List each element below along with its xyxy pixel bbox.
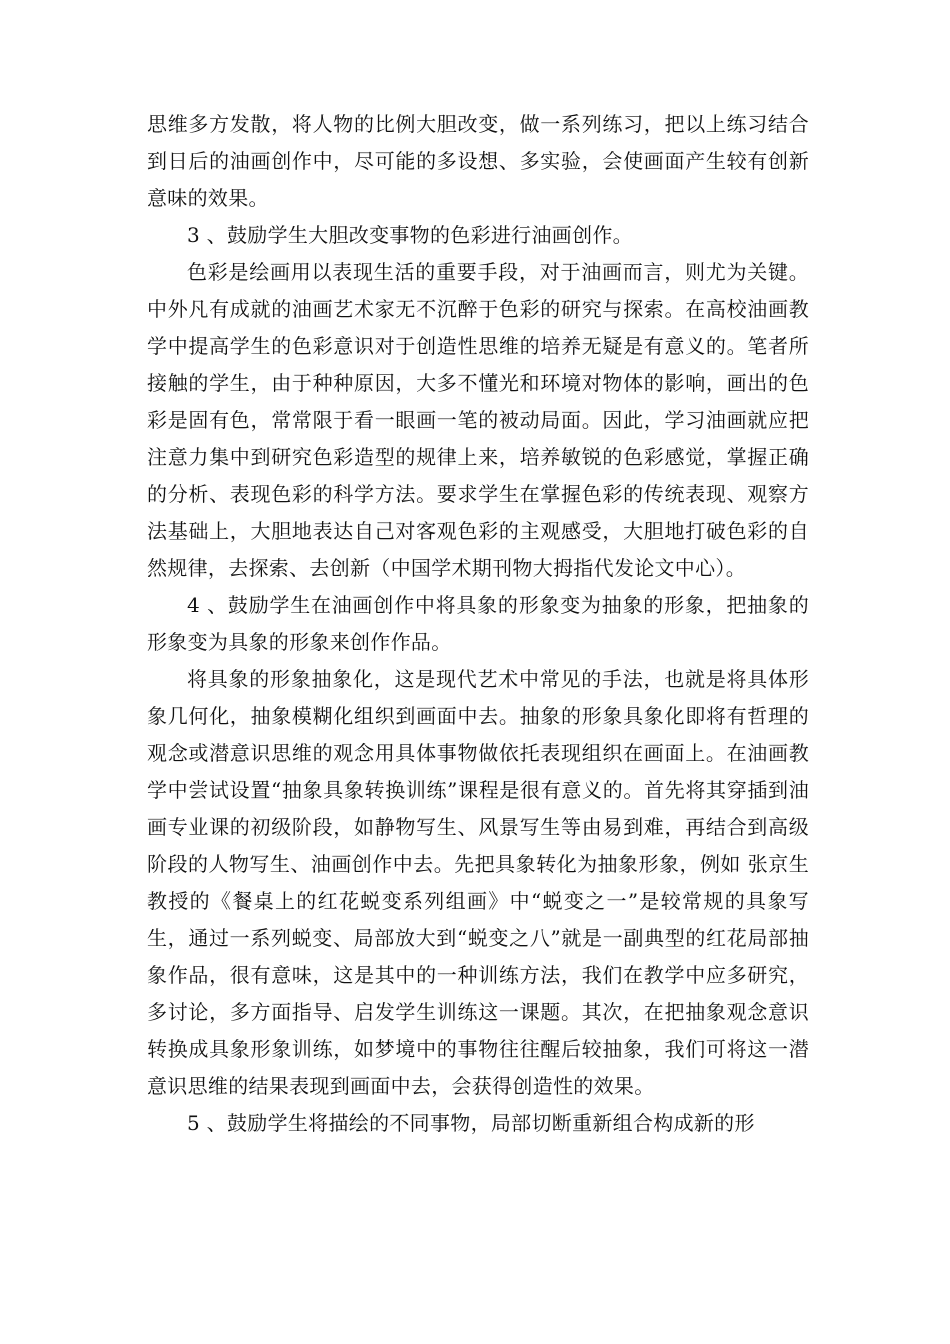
paragraph-continuation: 思维多方发散，将人物的比例大胆改变，做一系列练习，把以上练习结合到日后的油画创作中，尽可能的多设想、多实验，会使画面产生较有创新意味的效果。: [147, 112, 809, 210]
body-text: [147, 106, 809, 1142]
paragraph-heading-4: 4 、鼓励学生在油画创作中将具象的形象变为抽象的形象，把抽象的形象变为具象的形象来创作作品。: [147, 593, 809, 654]
paragraph-heading-3: 3 、鼓励学生大胆改变事物的色彩进行油画创作。: [187, 223, 633, 247]
paragraph-abstraction: 将具象的形象抽象化，这是现代艺术中常见的手法，也就是将具体形象几何化，抽象模糊化组织到画面中去。抽象的形象具象化即将有哲理的观念或潜意识思维的观念用具体事物做依托表现组织在画面上。在油画教学中尝试设置“抽象具象转换训练”课程是很有意义的。首先将其穿插到油画专业课的初级阶段，如静物写生、风景写生等由易到难，再结合到高级阶段的人物写生、油画创作中去。先把具象转化为抽象形象，例如 张京生教授的《餐桌上的红花蜕变系列组画》中“蜕变之一”是较常规的具象写生，通过一系列蜕变、局部放大到“蜕变之八”就是一副典型的红花局部抽象作品，很有意味，这是其中的一种训练方法，我们在教学中应多研究，多讨论，多方面指导、启发学生训练这一课题。其次，在把抽象观念意识转换成具象形象训练，如梦境中的事物往往醒后较抽象，我们可将这一潜意识思维的结果表现到画面中去，会获得创造性的效果。: [147, 667, 809, 1098]
paragraph-color: 色彩是绘画用以表现生活的重要手段，对于油画而言，则尤为关键。中外凡有成就的油画艺术家无不沉醉于色彩的研究与探索。在高校油画教学中提高学生的色彩意识对于创造性思维的培养无疑是有意义的。笔者所接触的学生，由于种种原因，大多不懂光和环境对物体的影响，画出的色彩是固有色，常常限于看一眼画一笔的被动局面。因此，学习油画就应把注意力集中到研究色彩造型的规律上来，培养敏锐的色彩感觉，掌握正确的分析、表现色彩的科学方法。要求学生在掌握色彩的传统表现、观察方法基础上，大胆地表达自己对客观色彩的主观感受，大胆地打破色彩的自然规律，去探索、去创新（中国学术期刊物大拇指代发论文中心）。: [147, 260, 809, 580]
paragraph-heading-5: 5 、鼓励学生将描绘的不同事物，局部切断重新组合构成新的形: [187, 1111, 755, 1135]
